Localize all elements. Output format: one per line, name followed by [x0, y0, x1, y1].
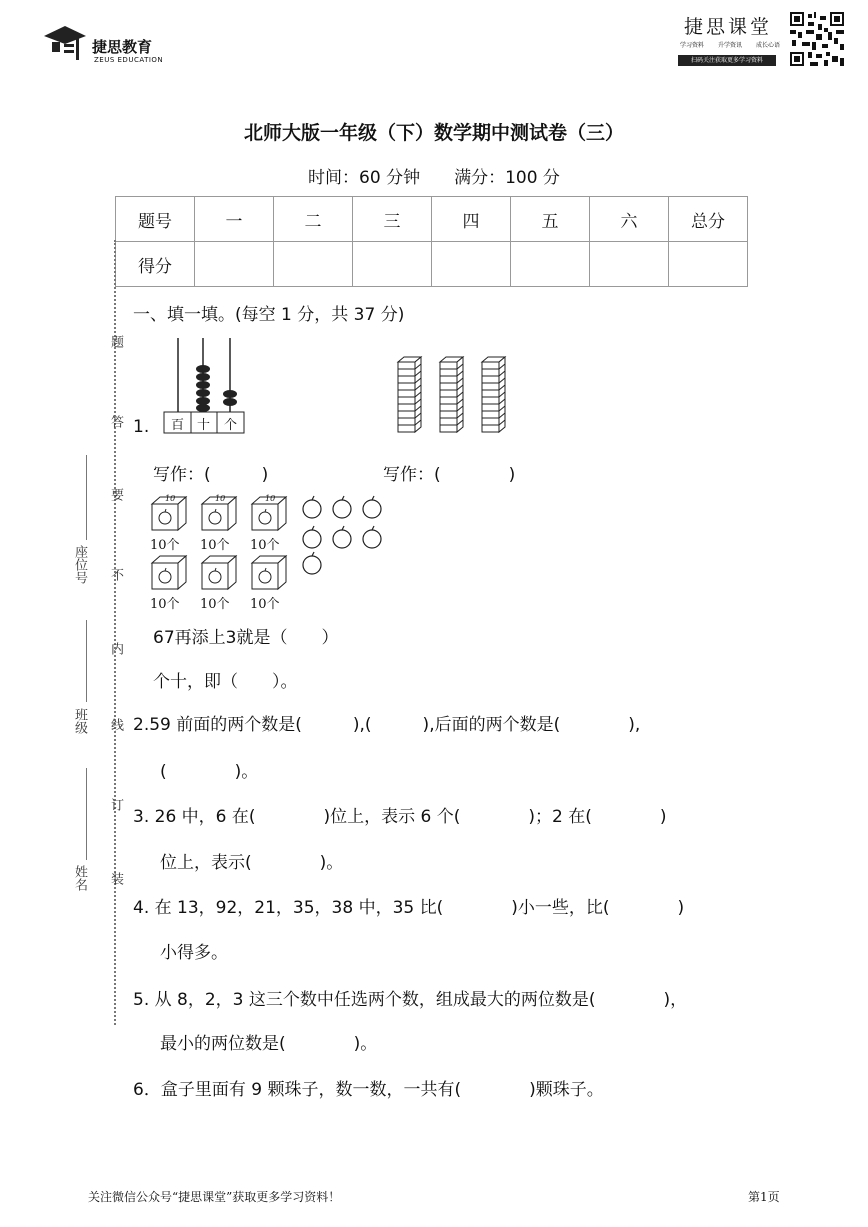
name-label: 姓名	[72, 865, 87, 891]
apple-box-mark: 10	[265, 494, 276, 503]
score-input-cell[interactable]	[274, 242, 353, 287]
write-answer-blocks[interactable]: 写作：( )	[383, 465, 516, 485]
logo-text: 捷思教育	[92, 38, 153, 56]
score-cell: 得分	[116, 242, 195, 287]
qr-code-icon	[788, 10, 846, 68]
q3-line2[interactable]: 位上，表示( )。	[160, 853, 344, 873]
name-line[interactable]	[86, 768, 87, 860]
logo	[42, 22, 177, 68]
apple-box	[150, 553, 190, 612]
q4-line1[interactable]: 4. 在 13，92，21，35，38 中，35 比( )小一些，比( )	[133, 898, 685, 918]
write-answer-abacus[interactable]: 写作：( )	[153, 465, 269, 485]
apple-box	[250, 494, 290, 553]
abacus-label-ones: 个	[224, 418, 238, 433]
apple-box-icon	[250, 553, 288, 591]
score-cell: 四	[432, 197, 511, 242]
q4-line2: 小得多。	[160, 943, 228, 963]
score-cell: 一	[195, 197, 274, 242]
q1-line2[interactable]: 67再添上3就是（ ）	[153, 628, 339, 648]
brand-tags	[680, 40, 780, 49]
apple-box-label: 10个	[200, 597, 230, 612]
q6-line[interactable]: 6．盒子里面有 9 颗珠子，数一数，一共有( )颗珠子。	[133, 1080, 604, 1100]
apple-box	[150, 494, 190, 553]
class-line[interactable]	[86, 620, 87, 702]
score-cell: 二	[274, 197, 353, 242]
apple-box	[250, 553, 290, 612]
class-label: 班级	[72, 708, 87, 734]
q2-line2[interactable]: ( )。	[160, 762, 259, 782]
loose-apples	[300, 495, 390, 575]
q3-line1[interactable]: 3. 26 中，6 在( )位上，表示 6 个( )；2 在( )	[133, 807, 667, 827]
apple-box-label: 10个	[250, 538, 280, 553]
brand-title: 捷思课堂	[684, 16, 773, 38]
logo-subtitle: ZEUS EDUCATION	[94, 56, 164, 64]
apple-box-mark: 10	[215, 494, 226, 503]
apple-box-label: 10个	[250, 597, 280, 612]
q5-line1[interactable]: 5. 从 8，2，3 这三个数中任选两个数，组成最大的两位数是( )，	[133, 990, 688, 1010]
binding-warning-char: 题	[108, 335, 123, 348]
exam-time-info: 时间：60 分钟 满分：100 分	[308, 168, 560, 188]
brand-tag: 成长心语	[755, 42, 780, 49]
apple-box-label: 10个	[200, 538, 230, 553]
score-table	[115, 196, 748, 287]
exam-title: 北师大版一年级（下）数学期中测试卷（三）	[243, 122, 624, 144]
apple-box-mark: 10	[165, 494, 176, 503]
footer-text: 关注微信公众号“捷思课堂”获取更多学习资料！	[88, 1190, 341, 1204]
apple-box-icon	[150, 553, 188, 591]
q1-line3[interactable]: 个十，即（ ）。	[153, 672, 298, 692]
apple-box	[200, 553, 240, 612]
binding-warning-char: 装	[108, 872, 123, 885]
score-input-cell[interactable]	[195, 242, 274, 287]
brand-tag: 升学资讯	[717, 42, 742, 49]
binding-warning-char: 订	[108, 798, 123, 811]
score-input-cell[interactable]	[590, 242, 669, 287]
brand-tag: 学习资料	[680, 42, 705, 49]
section-heading: 一、填一填。(每空 1 分，共 37 分)	[133, 305, 405, 325]
score-cell: 六	[590, 197, 669, 242]
score-input-cell[interactable]	[353, 242, 432, 287]
question-number: 1.	[133, 417, 150, 437]
binding-warning-char: 内	[108, 642, 123, 655]
binding-warning-char: 要	[108, 488, 123, 501]
score-cell: 五	[511, 197, 590, 242]
apple-box-icon	[200, 553, 238, 591]
binding-warning-char: 不	[108, 568, 123, 581]
apple-box	[200, 494, 240, 553]
score-cell: 题号	[116, 197, 195, 242]
seat-number-label: 座位号	[72, 545, 87, 584]
seat-number-line[interactable]	[86, 455, 87, 540]
score-input-cell[interactable]	[669, 242, 748, 287]
page-number: 第1页	[748, 1190, 780, 1204]
q2-line1[interactable]: 2.59 前面的两个数是( ),( ),后面的两个数是( ),	[133, 715, 641, 735]
abacus-label-tens: 十	[197, 418, 211, 433]
apple-box-label: 10个	[150, 597, 180, 612]
score-table-header-row	[116, 197, 748, 242]
qr-caption: 扫码关注获取更多学习资料	[678, 55, 776, 66]
binding-warning-char: 答	[108, 415, 123, 428]
apple-box-label: 10个	[150, 538, 180, 553]
score-input-cell[interactable]	[432, 242, 511, 287]
binding-warning-char: 线	[108, 718, 123, 731]
block-stacks-figure	[395, 356, 510, 436]
q5-line2[interactable]: 最小的两位数是( )。	[160, 1034, 378, 1054]
score-cell: 总分	[669, 197, 748, 242]
score-cell: 三	[353, 197, 432, 242]
abacus-figure	[163, 336, 247, 436]
abacus-label-hundreds: 百	[171, 418, 185, 433]
apple-icons	[300, 495, 390, 575]
score-input-cell[interactable]	[511, 242, 590, 287]
logo-mark-icon	[42, 22, 88, 66]
score-table-score-row	[116, 242, 748, 287]
ten-block-stacks-icon	[395, 356, 510, 436]
binding-dotted-line	[114, 240, 116, 1025]
